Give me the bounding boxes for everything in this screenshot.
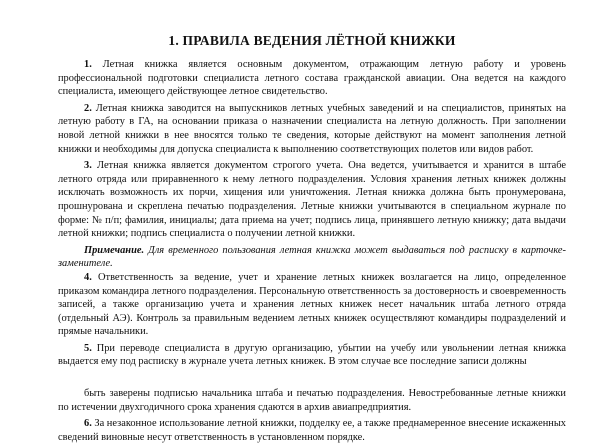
paragraph-1 (58, 58, 566, 99)
paragraph-3 (58, 159, 566, 241)
paragraph-5-continuation: быть заверены подписью начальника штаба и печатью подразделения. Невостребованные летные книжки по истечении двухгодичного срока хранения сдаются в архив авиапредприятия. (58, 388, 566, 413)
note-label: Примечание. (84, 244, 145, 256)
paragraph-text: Летная книжка заводится на выпускников летных учебных заведений и на специалистов, принятых на летную работу в ГА, на основании приказа о назначении специалиста на летную должность. При заполнении новой летной книжки в нее вносятся только те сведения, которые действуют на момент заполнения летной книжки и необходимы для допуска специалиста к выполнению соответствующих полетов или видов работ. (58, 102, 566, 155)
paragraph-number: 2. (84, 102, 92, 114)
paragraph-number: 6. (84, 418, 92, 430)
paragraph-5 (58, 342, 566, 369)
note-text: Для временного пользования летная книжка может выдаваться под расписку в карточке-заменителе. (58, 244, 566, 270)
paragraph-text: Летная книжка является документом строгого учета. Она ведется, учитывается и хранится в штабе летного отряда или приравненного к нему летного подразделения. Условия хранения летных книжек должны исключать возможность их порчи, хищения или уничтожения. Летная книжка должна быть пронумерована, прошнурована и скреплена печатью подразделения. Летные книжки учитываются в специальном журнале по форме: № п/п; фамилия, инициалы; дата приема на учет; подпись лица, принявшего летную книжку; дата выдачи летной книжки; подпись специалиста о получении летной книжки. (58, 160, 566, 240)
paragraph-number: 3. (84, 160, 92, 172)
page-title: 1. ПРАВИЛА ВЕДЕНИЯ ЛЁТНОЙ КНИЖКИ (168, 33, 456, 48)
paragraph-text: При переводе специалиста в другую организацию, убытии на учебу или увольнении летная книжка выдается ему под расписку в журнале учета летных книжек. В этом случае все последние записи должны (58, 342, 566, 368)
paragraph-text: Ответственность за ведение, учет и хранение летных книжек возлагается на лицо, определенное приказом командира летного подразделения. Персональную ответственность за достоверность и своевременность записей, а также организацию учета и хранения летных книжек несет начальник штаба летного отряда (отдельный АЭ). Контроль за правильным ведением летных книжек осуществляют командиры подразделений и прямые начальники. (58, 271, 566, 338)
paragraph-number: 4. (84, 271, 92, 283)
paragraph-2 (58, 102, 566, 156)
paragraph-number: 1. (84, 59, 92, 70)
paragraph-text: Летная книжка является основным документом, отражающим летную работу и уровень профессиональной подготовки специалиста летного состава гражданской авиации. Она ведется на каждого специалиста, имеющего действующее летное свидетельство. (58, 59, 566, 98)
paragraph-4 (58, 271, 566, 339)
paragraph-number: 5. (84, 342, 92, 354)
paragraph-text: За незаконное использование летной книжки, подделку ее, а также преднамеренное внесение искаженных сведений виновные несут ответственность в установленном порядке. (58, 418, 566, 443)
note-paragraph (58, 244, 566, 271)
paragraph-6 (58, 417, 566, 444)
